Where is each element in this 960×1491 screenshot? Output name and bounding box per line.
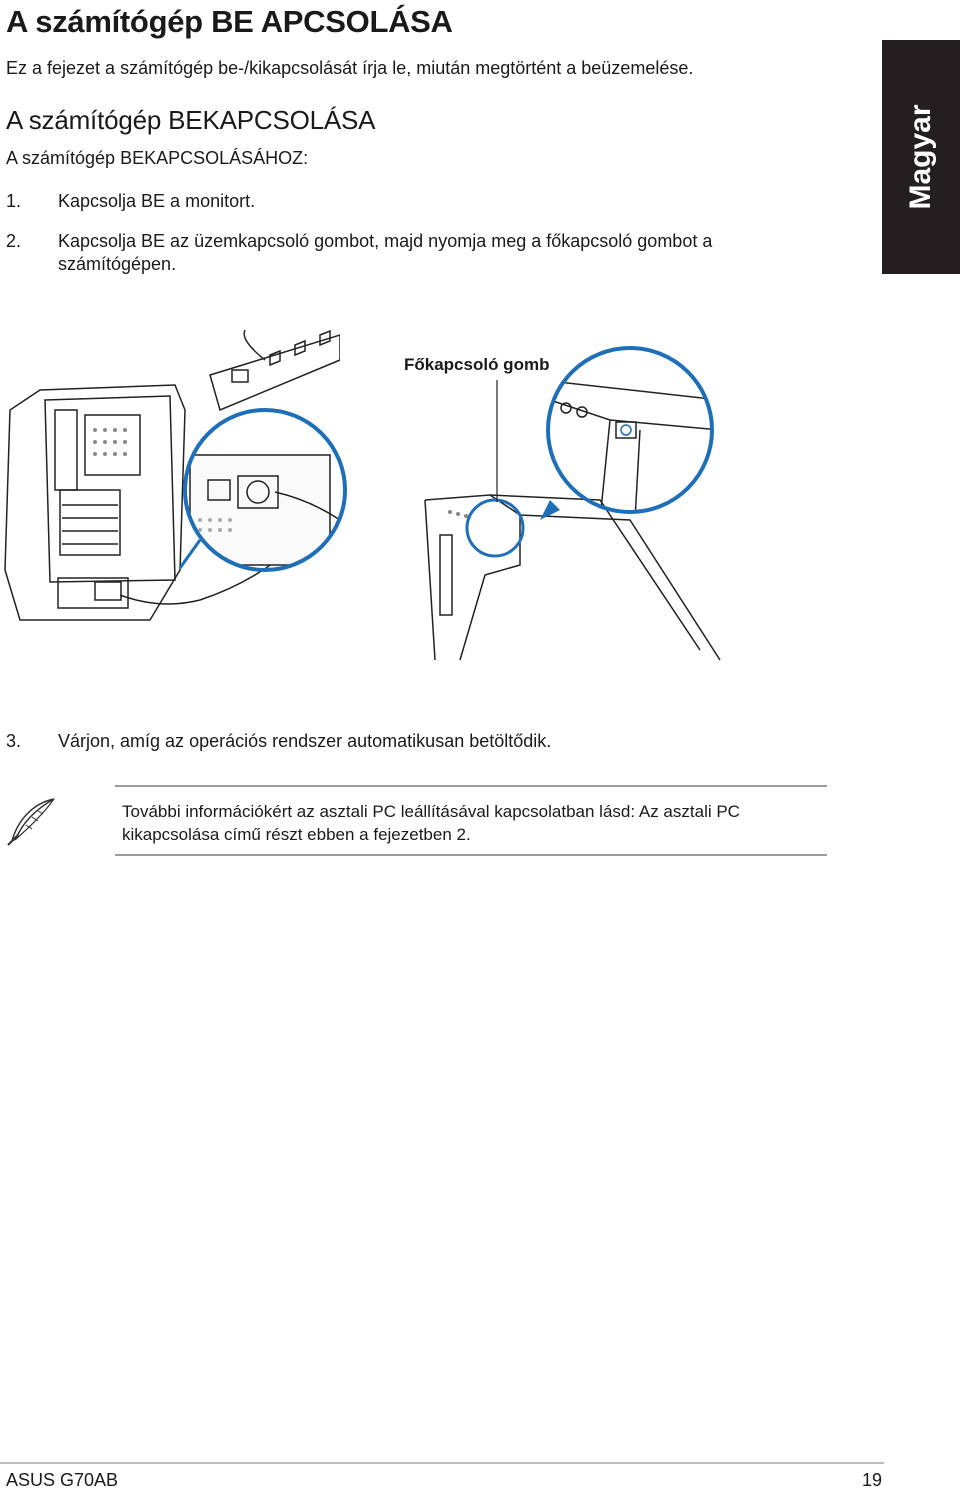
- step-text: Várjon, amíg az operációs rendszer automatikusan betöltődik.: [58, 731, 552, 751]
- step-number: 3.: [6, 731, 22, 751]
- step-text: Kapcsolja BE a monitort.: [58, 191, 256, 211]
- power-button-callout: Főkapcsoló gomb: [404, 355, 550, 374]
- language-label: Magyar: [904, 104, 937, 210]
- page-title: A számítógép BE APCSOLÁSA: [6, 4, 453, 39]
- psu-zoom-circle: [180, 400, 350, 580]
- intro-text: Ez a fejezet a számítógép be-/kikapcsolását írja le, miután megtörtént a beüzemelése.: [6, 58, 694, 78]
- step-2: [6, 230, 806, 276]
- footer-rule: [0, 1462, 884, 1464]
- step-text: Kapcsolja BE az üzemkapcsoló gombot, majd nyomja meg a főkapcsoló gombot a számítógépen.: [58, 231, 713, 274]
- step-1: [6, 190, 806, 213]
- front-pc-illustration: [400, 340, 730, 665]
- note-top-rule: [115, 785, 827, 787]
- language-side-tab: [882, 40, 960, 274]
- section-heading: A számítógép BEKAPCSOLÁSA: [6, 105, 376, 135]
- note-text: További információkért az asztali PC leállításával kapcsolatban lásd: Az asztali PC kikapcsolása című részt ebben a fejezetben 2.: [122, 802, 740, 844]
- footer-model: ASUS G70AB: [6, 1470, 119, 1490]
- step-number: 2.: [6, 231, 22, 251]
- subheading: A számítógép BEKAPCSOLÁSÁHOZ:: [6, 148, 309, 168]
- page-number: 19: [862, 1470, 883, 1490]
- feather-pen-icon: [4, 795, 60, 851]
- note-bottom-rule: [115, 854, 827, 856]
- step-3: [6, 730, 806, 753]
- step-number: 1.: [6, 191, 22, 211]
